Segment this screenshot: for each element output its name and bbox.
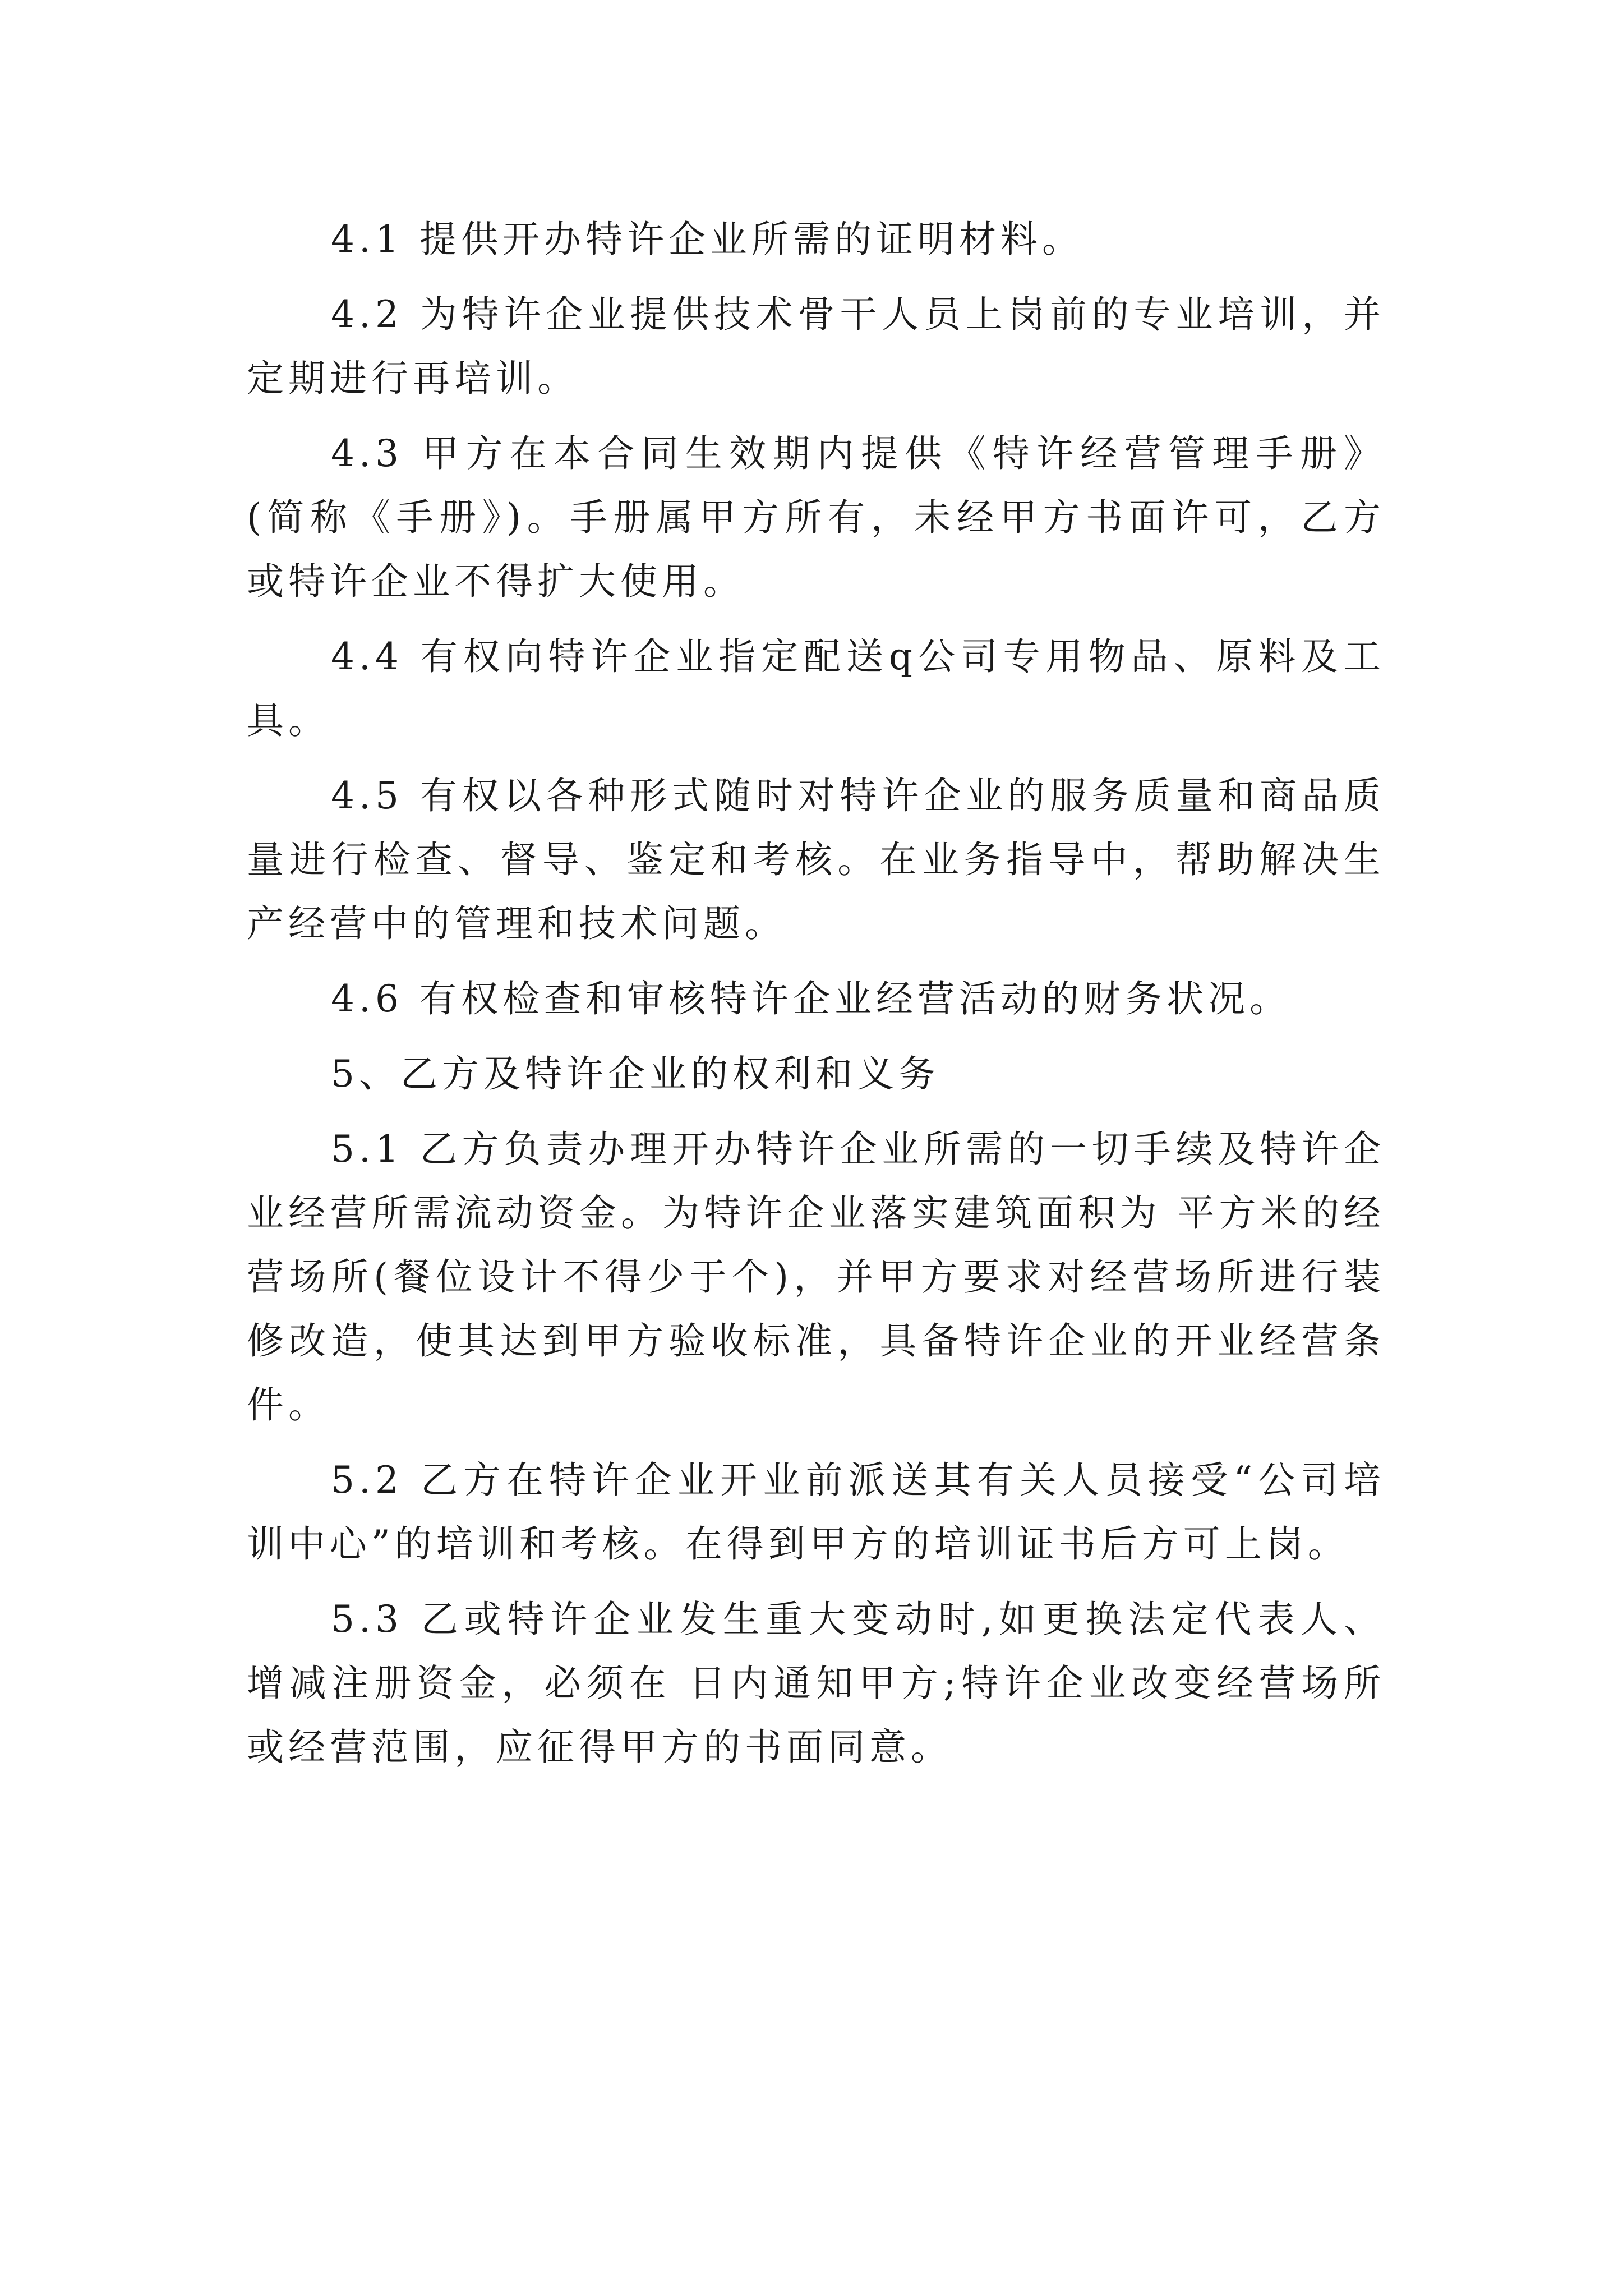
section-5-heading: 5、乙方及特许企业的权利和义务 bbox=[331, 1052, 940, 1096]
clause-4-4: 4.4 有权向特许企业指定配送q公司专用物品、原料及工具。 bbox=[247, 635, 1385, 742]
clause-4-5: 4.5 有权以各种形式随时对特许企业的服务质量和商品质量进行检查、督导、鉴定和考核。在业务指导中，帮助解决生产经营中的管理和技术问题。 bbox=[247, 774, 1385, 945]
clause-5-2: 5.2 乙方在特许企业开业前派送其有关人员接受“公司培训中心”的培训和考核。在得到甲方的培训证书后方可上岗。 bbox=[247, 1458, 1385, 1566]
clause-4-3: 4.3 甲方在本合同生效期内提供《特许经营管理手册》(简称《手册》)。手册属甲方所有，未经甲方书面许可，乙方或特许企业不得扩大使用。 bbox=[247, 432, 1385, 603]
clause-5-3: 5.3 乙或特许企业发生重大变动时,如更换法定代表人、增减注册资金，必须在 日内通知甲方;特许企业改变经营场所或经营范围，应征得甲方的书面同意。 bbox=[247, 1598, 1385, 1769]
clause-4-2: 4.2 为特许企业提供技术骨干人员上岗前的专业培训，并定期进行再培训。 bbox=[247, 293, 1385, 400]
clause-4-1: 4.1 提供开办特许企业所需的证明材料。 bbox=[331, 218, 1083, 261]
clause-5-1: 5.1 乙方负责办理开办特许企业所需的一切手续及特许企业经营所需流动资金。为特许企业落实建筑面积为 平方米的经营场所(餐位设计不得少于个)，并甲方要求对经营场所进行装修改造，使其达到甲方验收标准，具备特许企业的开业经营条件。 bbox=[247, 1128, 1385, 1427]
clause-4-6: 4.6 有权检查和审核特许企业经营活动的财务状况。 bbox=[331, 977, 1291, 1020]
document-body bbox=[247, 208, 1385, 1791]
